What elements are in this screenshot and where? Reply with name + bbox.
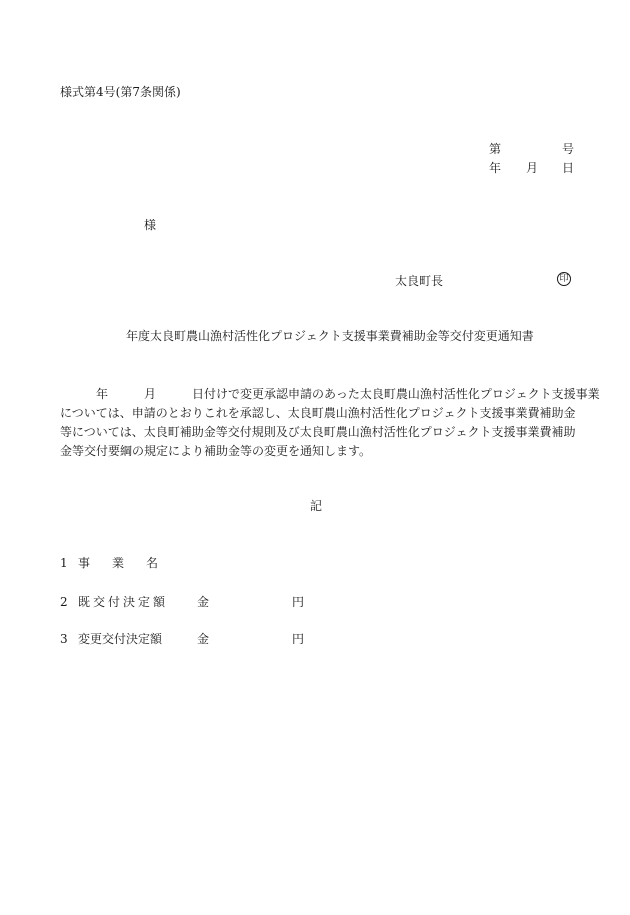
doc-number-suffix: 号 xyxy=(562,142,575,156)
item-label-existing-amount: 既交付決定額 xyxy=(78,595,169,609)
item-number: 1 xyxy=(60,556,68,570)
item-label-changed-amount: 変更交付決定額 xyxy=(78,632,163,646)
item-number: 3 xyxy=(60,632,68,646)
amount-unit: 円 xyxy=(292,595,305,609)
date-day-label: 日 xyxy=(562,161,575,175)
body-year-label: 年 xyxy=(96,387,109,401)
issuer-name: 太良町長 xyxy=(395,274,444,288)
item-label-project-name: 事業名 xyxy=(78,556,181,570)
amount-unit: 円 xyxy=(292,632,305,646)
addressee-honorific: 様 xyxy=(144,218,157,232)
ki-heading: 記 xyxy=(310,499,323,513)
body-line-3: 等については、太良町補助金等交付規則及び太良町農山漁村活性化プロジェクト支援事業費補助 xyxy=(60,425,576,439)
body-line-1-text: 日付けで変更承認申請のあった太良町農山漁村活性化プロジェクト支援事業 xyxy=(192,387,600,401)
date-month-label: 月 xyxy=(526,161,539,175)
body-line-2: については、申請のとおりこれを承認し、太良町農山漁村活性化プロジェクト支援事業費補助金 xyxy=(60,406,576,420)
date-year-label: 年 xyxy=(489,161,502,175)
form-number: 様式第4号(第7条関係) xyxy=(60,85,181,99)
body-line-1 xyxy=(60,385,600,404)
document-title: 年度太良町農山漁村活性化プロジェクト支援事業費補助金等交付変更通知書 xyxy=(126,329,534,343)
doc-number-prefix: 第 xyxy=(489,142,502,156)
seal-stamp: 印 xyxy=(557,272,571,286)
body-month-label: 月 xyxy=(144,387,157,401)
body-paragraph xyxy=(60,385,600,461)
amount-prefix: 金 xyxy=(197,595,210,609)
body-line-4: 金等交付要綱の規定により補助金等の変更を通知します。 xyxy=(60,444,372,458)
amount-prefix: 金 xyxy=(197,632,210,646)
item-number: 2 xyxy=(60,595,68,609)
